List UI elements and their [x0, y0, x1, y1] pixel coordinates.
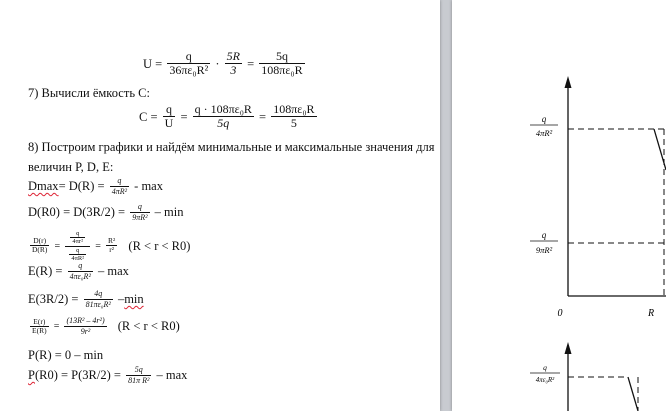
graph-figure [452, 0, 666, 411]
graph1-y-axis-arrow [565, 76, 572, 88]
step-7-heading: 7) Вычисли ёмкость С: [28, 86, 150, 100]
e-r-line: E(R) = $\frac{q}{\text{4πε₀R²}}$ – max [28, 261, 129, 281]
p-r0-line: P(R0) = P(3R/2) = $\frac{5q}{\text{81π R²}}$ – max [28, 365, 188, 385]
graph2-ytop-den: 4πε₀R² [535, 376, 555, 384]
graph1-ytop-num: q [541, 114, 547, 124]
graph2-curve [628, 377, 638, 411]
step-8-heading-cont: величин P, D, E: [28, 160, 114, 174]
graph1-ybottom-den: 9πR² [535, 245, 553, 255]
d-ratio-line: $\frac{D(r)}{D(R)}$ = $\frac{\frac{q}{\text{4πr²}}}{\frac{q}{\text{4πR²}}}$ = $\frac{\text{R²}}{\text{r²}}$ (R < r < R0) [32, 230, 191, 262]
document-page-right [452, 0, 666, 411]
dmax-line: Dmax= D(R) = $\frac{q}{\text{4πR²}}$ - max [28, 176, 163, 196]
graph2-ytop-num: q [543, 363, 547, 372]
step-8-heading: 8) Построим графики и найдём минимальные и максимальные значения для [28, 140, 435, 154]
graph1-ybottom-num: q [541, 230, 547, 240]
graph1-ytop-den: 4πR² [535, 128, 553, 138]
e-3r-line: E(3R/2) = $\frac{4q}{\text{81πε₀R²}}$ –min [28, 289, 144, 309]
d-r0-line: D(R0) = D(3R/2) = $\frac{q}{\text{9πR²}}$ – min [28, 202, 184, 222]
equation-u: U = $\frac{q}{\text{36πε₀R²}}$ · $\frac{5R}{3}$ = $\frac{5q}{\text{108πε₀R}}$ [143, 49, 303, 78]
e-ratio-line: $\frac{E(r)}{E(R)}$ = $\frac{\text{(13R² – 4r²)}}{\text{9r²}}$ (R < r < R0) [32, 316, 180, 336]
graph1-x-origin: 0 [557, 308, 563, 319]
graph1-x-r: R [647, 308, 655, 319]
graph2-y-axis-arrow [565, 342, 572, 354]
p-r-line: P(R) = 0 – min [28, 348, 104, 362]
equation-c: C = $\frac{q}{U}$ = $\frac{\text{q · 108πε₀R}}{5q}$ = $\frac{\text{108πε₀R}}{5}$ [139, 102, 315, 131]
